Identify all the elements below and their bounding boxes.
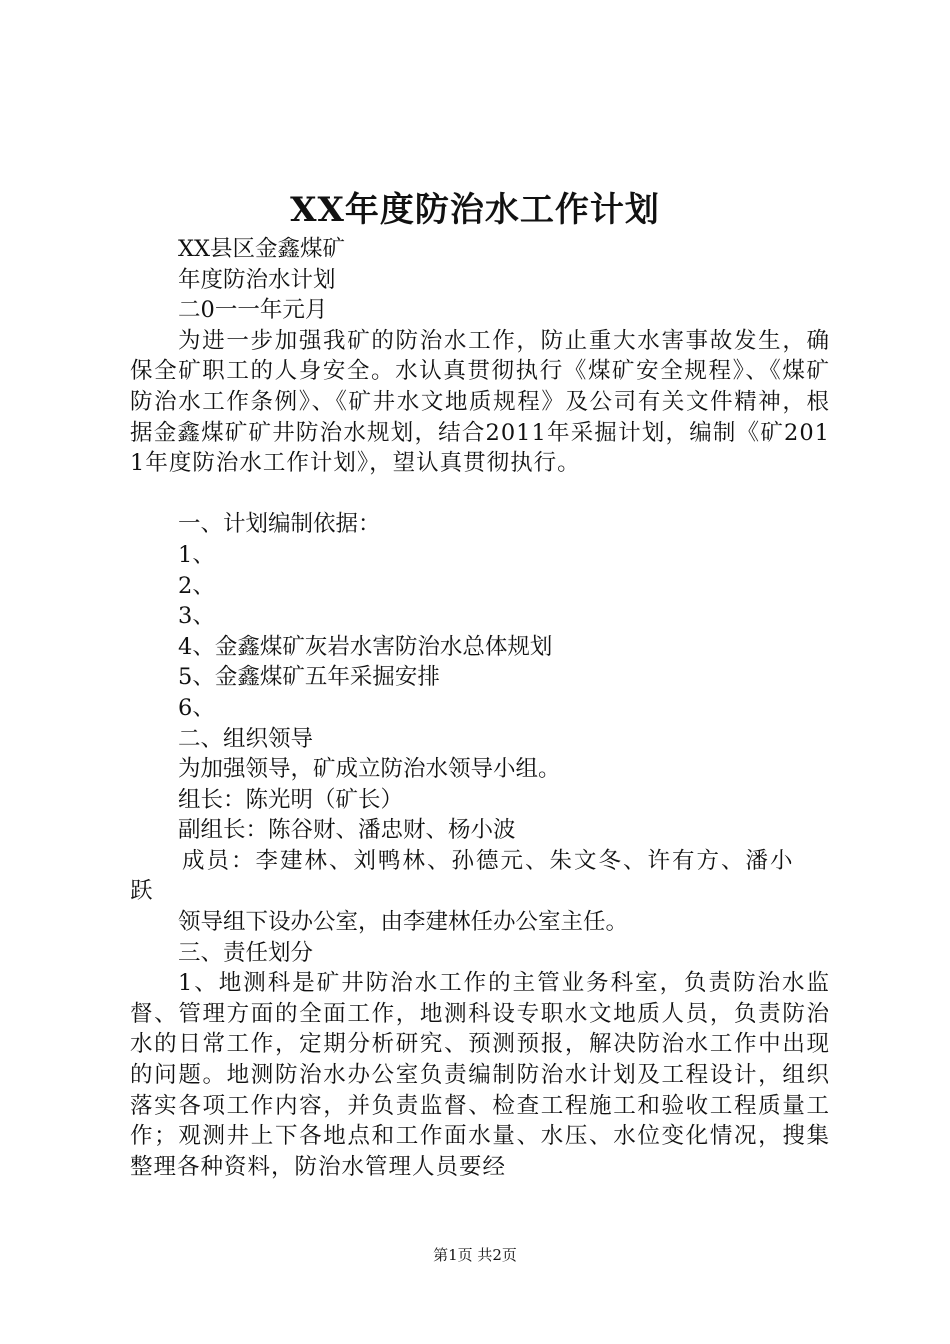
members-line-continued: 跃 [130,878,153,905]
plan-name-line: 年度防治水计划 [178,266,336,293]
basis-item-1: 1、 [178,541,215,568]
deputy-line: 副组长：陈谷财、潘忠财、杨小波 [178,817,516,844]
organization-line: XX县区金鑫煤矿 [178,236,346,262]
leader-line: 组长：陈光明（矿长） [178,786,404,813]
blank-line [130,479,830,510]
document-title: XX年度防治水工作计划 [290,190,660,230]
leadership-line: 为加强领导，矿成立防治水领导小组。 [178,756,561,783]
office-line: 领导组下设办公室，由李建林任办公室主任。 [178,909,629,936]
basis-item-2: 2、 [178,572,215,599]
basis-item-6: 6、 [178,694,215,721]
intro-paragraph: 为进一步加强我矿的防治水工作，防止重大水害事故发生，确保全矿职工的人身安全。水认真贯彻执行《煤矿安全规程》、《煤矿防治水工作条例》、《矿井水文地质规程》及公司有关文件精神，根据金鑫煤矿矿井防治水规划，结合2011年采掘计划，编制《矿2011年度防治水工作计划》，望认真贯彻执行。 [130,327,830,477]
date-line: 二0一一年元月 [178,297,328,324]
basis-item-3: 3、 [178,603,215,630]
page-footer: 第1页 共2页 [433,1246,517,1264]
section-heading-leadership: 二、组织领导 [178,725,314,752]
section-heading-basis: 一、计划编制依据： [178,511,381,538]
basis-item-4: 4、金鑫煤矿灰岩水害防治水总体规划 [178,633,553,660]
members-line: 成员：李建林、刘鸭林、孙德元、朱文冬、许有方、潘小 [182,847,795,874]
basis-item-5: 5、金鑫煤矿五年采掘安排 [178,664,440,691]
section-heading-duties: 三、责任划分 [178,939,314,966]
duty-paragraph-1: 1、地测科是矿井防治水工作的主管业务科室，负责防治水监督、管理方面的全面工作，地测科设专职水文地质人员，负责防治水的日常工作，定期分析研究、预测预报，解决防治水工作中出现的问题。地测防治水办公室负责编制防治水计划及工程设计，组织落实各项工作内容，并负责监督、检查工程施工和验收工程质量工作；观测井上下各地点和工作面水量、水压、水位变化情况，搜集整理各种资料，防治水管理人员要经 [130,970,830,1180]
document-body [130,234,830,1182]
